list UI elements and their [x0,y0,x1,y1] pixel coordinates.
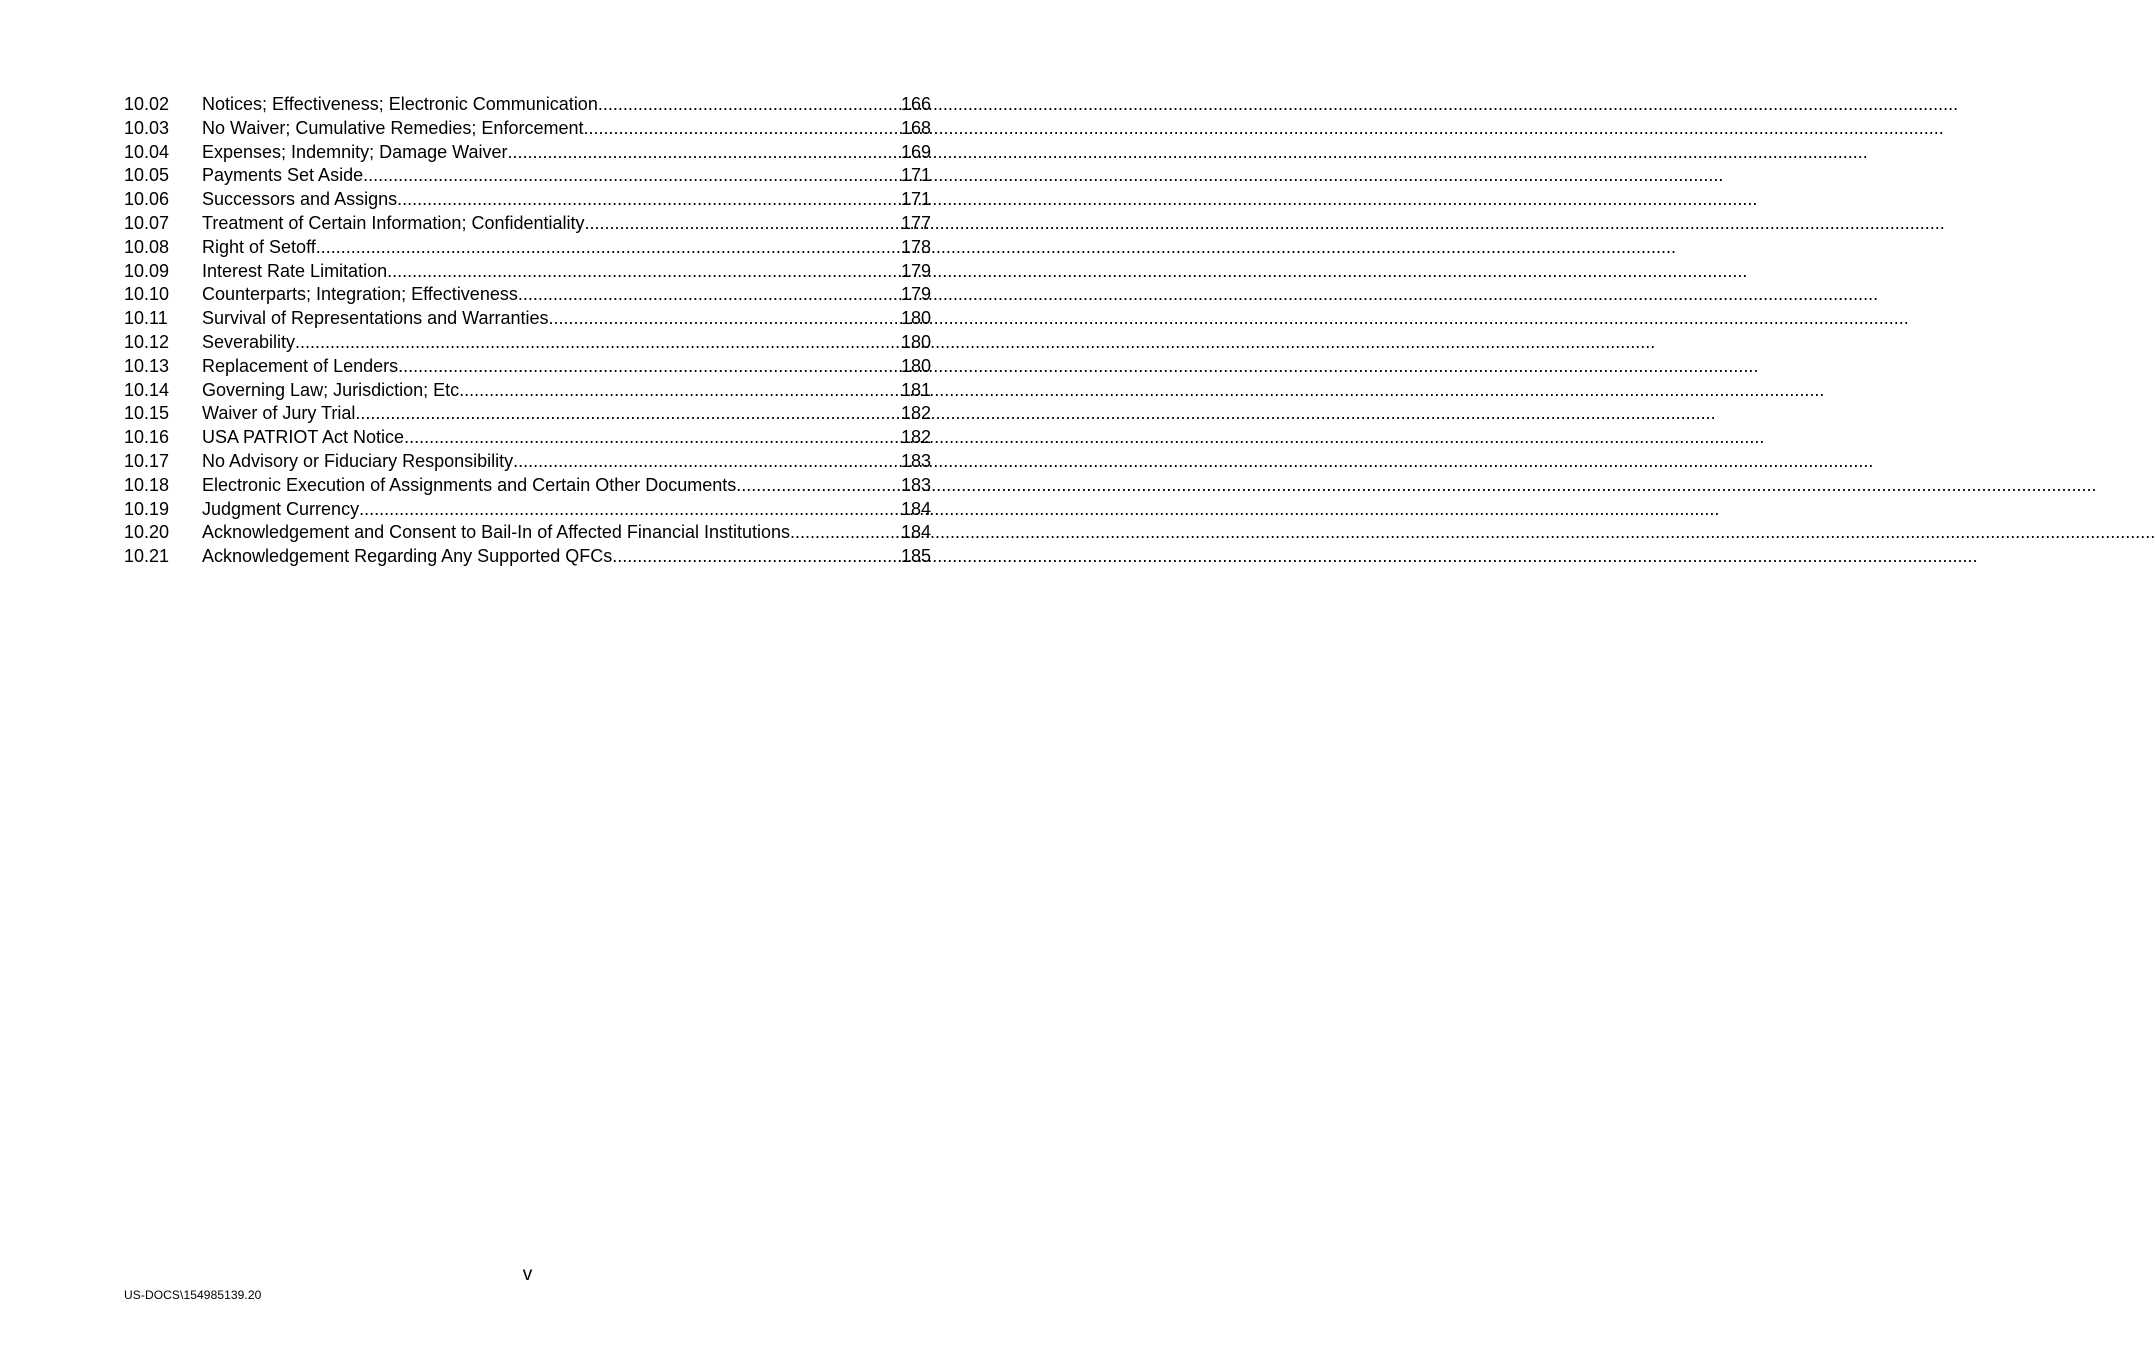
toc-entry-10-03 [124,117,931,141]
toc-entry-10-09 [124,260,931,284]
toc-entry-10-17 [124,450,931,474]
toc-entry-10-13 [124,355,931,379]
toc-page-number: 182 [900,427,931,448]
toc-dot-leader [359,498,901,522]
toc-dot-leader [316,236,901,260]
toc-dot-leader [549,307,901,331]
toc-entry-10-06 [124,188,931,212]
toc-entry-10-20 [124,521,931,545]
toc-page-number: 180 [900,355,931,376]
toc-section-number: 10.15 [124,403,170,424]
toc-dot-leader [736,474,901,498]
toc-page-number: 183 [900,474,931,495]
toc-dot-leader [398,355,901,379]
toc-section-number: 10.21 [124,546,170,567]
toc-entry-10-19 [124,498,931,522]
toc-section-number: 10.13 [124,355,170,376]
toc-section-number: 10.16 [124,427,170,448]
toc-section-title: Governing Law; Jurisdiction; Etc. [202,379,465,400]
toc-section-number: 10.08 [124,236,170,257]
toc-section-title: Notices; Effectiveness; Electronic Communication [202,94,598,114]
toc-entry-10-11 [124,307,931,331]
toc-dot-leader [795,521,901,545]
toc-page-number: 169 [900,141,931,162]
toc-section-number: 10.20 [124,522,170,543]
footer-document-id: US-DOCS\154985139.20 [124,1288,262,1302]
toc-dot-leader [513,450,901,474]
toc-page-number: 177 [900,212,931,233]
toc-section-number: 10.05 [124,165,170,186]
toc-section-title: Survival of Representations and Warranties [202,308,549,329]
toc-section-title: Expenses; Indemnity; Damage Waiver [202,141,508,162]
toc-dot-leader [387,260,901,284]
toc-entry-10-21 [124,545,931,569]
toc-page-number: 184 [900,522,931,543]
toc-section-number: 10.11 [124,308,168,329]
toc-section-title: Severability [202,331,296,352]
toc-section-title: Electronic Execution of Assignments and Certain Other Documents [202,474,737,495]
toc-dot-leader [355,402,901,426]
toc-page-number: 185 [900,546,931,567]
table-of-contents [124,93,931,569]
toc-dot-leader [295,331,901,355]
toc-entry-10-15 [124,402,931,426]
toc-entry-10-02 [124,93,931,117]
toc-entry-10-14 [124,379,931,403]
toc-section-title: Successors and Assigns [202,189,398,210]
toc-section-number: 10.03 [124,117,170,138]
toc-entry-10-16 [124,426,931,450]
toc-section-title: Payments Set Aside [202,165,364,186]
toc-section-number: 10.04 [124,141,170,162]
toc-section-title: Treatment of Certain Information; Confidentiality [202,212,585,233]
toc-page-number: 179 [900,284,931,305]
toc-section-title: Acknowledgement Regarding Any Supported QFCs. [202,546,618,567]
toc-section-title: Interest Rate Limitation [202,260,388,281]
toc-dot-leader [598,93,901,117]
footer-page-number: v [522,1264,533,1285]
toc-section-title: Counterparts; Integration; Effectiveness [202,284,518,305]
toc-dot-leader [397,188,901,212]
toc-section-title: Judgment Currency [202,498,360,519]
toc-page-number: 171 [900,189,931,210]
toc-section-title: Replacement of Lenders [202,355,399,376]
toc-page-number: 171 [900,165,931,186]
toc-page-number: 184 [900,498,931,519]
toc-entry-10-10 [124,283,931,307]
toc-page-number: 180 [900,308,931,329]
toc-section-number: 10.10 [124,284,170,305]
toc-section-number: 10.12 [124,331,170,352]
toc-section-number: 10.19 [124,498,170,519]
toc-section-title: Waiver of Jury Trial [202,403,356,424]
toc-section-number: 10.14 [124,379,170,400]
toc-dot-leader [585,212,901,236]
toc-section-number: 10.17 [124,450,170,471]
toc-section-title: Right of Setoff [202,236,316,257]
toc-dot-leader [518,283,901,307]
toc-page-number: 181 [900,379,931,400]
toc-dot-leader [507,141,900,165]
toc-entry-10-18 [124,474,931,498]
toc-page-number: 179 [900,260,931,281]
toc-page-number: 166 [900,94,931,114]
toc-dot-leader [617,545,901,569]
toc-entry-10-05 [124,164,931,188]
toc-section-number: 10.07 [124,212,170,233]
toc-section-title: No Advisory or Fiduciary Responsibility [202,450,514,471]
toc-section-number: 10.02 [124,94,170,114]
toc-section-number: 10.09 [124,260,170,281]
toc-section-title: No Waiver; Cumulative Remedies; Enforcement [202,117,584,138]
toc-entry-10-08 [124,236,931,260]
toc-section-title: USA PATRIOT Act Notice [202,427,405,448]
toc-dot-leader [583,117,900,141]
toc-page-number: 178 [900,236,931,257]
toc-entry-10-07 [124,212,931,236]
toc-section-number: 10.06 [124,189,170,210]
toc-entry-10-12 [124,331,931,355]
toc-dot-leader [464,379,901,403]
toc-dot-leader [363,164,901,188]
toc-entry-10-04 [124,141,931,165]
toc-section-title: Acknowledgement and Consent to Bail-In of Affected Financial Institutions. [202,522,796,543]
toc-section-number: 10.18 [124,474,170,495]
toc-page-number: 183 [900,450,931,471]
toc-dot-leader [404,426,901,450]
toc-page-number: 168 [900,117,931,138]
toc-page-number: 182 [900,403,931,424]
toc-page-number: 180 [900,331,931,352]
